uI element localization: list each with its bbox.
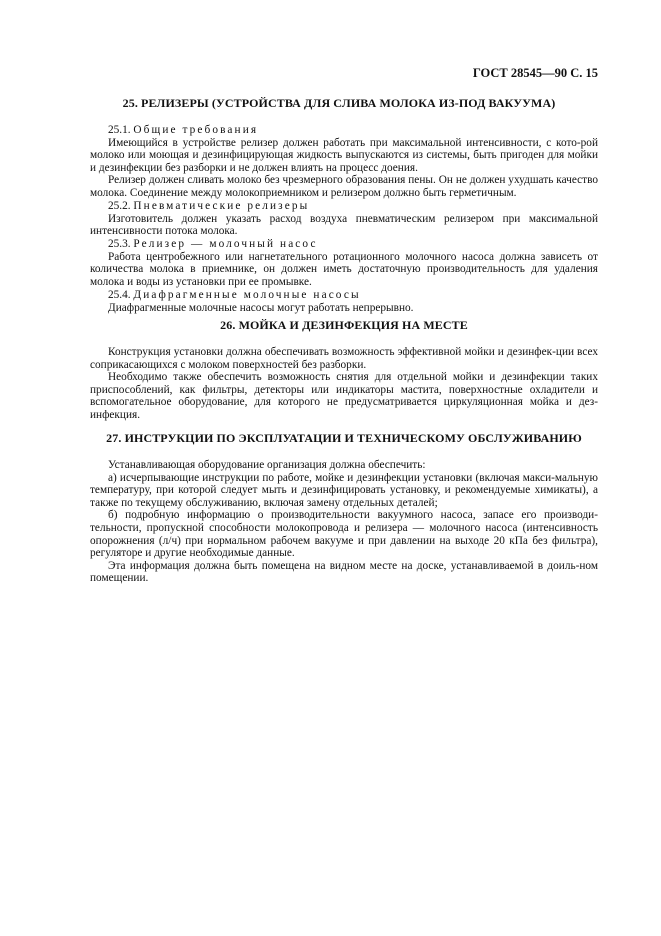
section-26: [90, 318, 598, 421]
list-item-b: б) подробную информацию о производительности вакуумного насоса, запасе его производи-тельности, пропускной способности молокопровода и релизера — молочного насоса (интенсивность опорожнения (л/ч) при нормальном рабочем вакууме и при давлении на выходе 20 кПа без фильтра), регуляторе и другие необходимые данные.: [90, 509, 598, 560]
paragraph: Релизер должен сливать молоко без чрезмерного образования пены. Он не должен ухудшать качество молока. Соединение между молокоприемником и релизером должно быть герметичным.: [90, 174, 598, 199]
subsection-25-4: [90, 289, 598, 314]
subsection-heading: Пневматические релизеры: [133, 200, 310, 212]
paragraph: Конструкция установки должна обеспечивать возможность эффективной мойки и дезинфек-ции всех соприкасающихся с молоком поверхностей без разборки.: [90, 346, 598, 371]
section-27: [90, 431, 598, 585]
list-item-a: а) исчерпывающие инструкции по работе, мойке и дезинфекции установки (включая макси-мальную температуру, при которой следует мыть и дезинфицировать установку, и рекомендуемые химикаты), а также по текущему обслуживанию, включая замену отдельных деталей;: [90, 471, 598, 509]
section-27-body: [90, 459, 598, 585]
paragraph: Имеющийся в устройстве релизер должен работать при максимальной интенсивности, с кото-рой молоко или моющая и дезинфицирующая жидкость выпускаются из системы, быть пригоден для мойки и дезинфекции без разборки и не должен влиять на процесс доения.: [90, 136, 598, 174]
subsection-25-3: [90, 238, 598, 288]
paragraph: Эта информация должна быть помещена на видном месте на доске, устанавливаемой в доиль-ном помещении.: [90, 559, 598, 585]
section-27-title: 27. ИНСТРУКЦИИ ПО ЭКСПЛУАТАЦИИ И ТЕХНИЧЕСКОМУ ОБСЛУЖИВАНИЮ: [106, 431, 582, 445]
subsection-number: 25.4.: [108, 289, 131, 301]
paragraph: Устанавливающая оборудование организация должна обеспечить:: [108, 459, 426, 471]
subsection-25-2: [90, 200, 598, 238]
paragraph: Работа центробежного или нагнетательного ротационного молочного насоса должна зависеть от количества молока в приемнике, он должен иметь достаточную производительность для удаления молока и воды из установки при ее промывке.: [90, 250, 598, 288]
subsection-heading: Общие требования: [133, 124, 259, 136]
subsection-number: 25.2.: [108, 200, 131, 212]
section-26-title: 26. МОЙКА И ДЕЗИНФЕКЦИЯ НА МЕСТЕ: [220, 318, 468, 332]
subsection-25-1: [90, 124, 598, 200]
subsection-heading: Релизер — молочный насос: [133, 238, 318, 250]
section-26-body: [90, 346, 598, 422]
paragraph: Изготовитель должен указать расход воздуха пневматическим релизером при максимальной интенсивности потока молока.: [90, 212, 598, 238]
page-header: ГОСТ 28545—90 С. 15: [472, 66, 598, 80]
section-25: [90, 96, 598, 314]
section-25-title: 25. РЕЛИЗЕРЫ (УСТРОЙСТВА ДЛЯ СЛИВА МОЛОКА ИЗ-ПОД ВАКУУМА): [122, 96, 556, 110]
subsection-heading: Диафрагменные молочные насосы: [133, 289, 361, 301]
paragraph: Диафрагменные молочные насосы могут работать непрерывно.: [108, 301, 414, 314]
paragraph: Необходимо также обеспечить возможность снятия для отдельной мойки и дезинфекции таких приспособлений, как фильтры, детекторы или индикаторы мастита, поверхностные охладители и вспомогательное оборудование, для которого не предусматривается циркуляционная мойка и дез-инфекция.: [90, 371, 598, 421]
subsection-number: 25.1.: [108, 124, 131, 136]
subsection-number: 25.3.: [108, 238, 131, 250]
